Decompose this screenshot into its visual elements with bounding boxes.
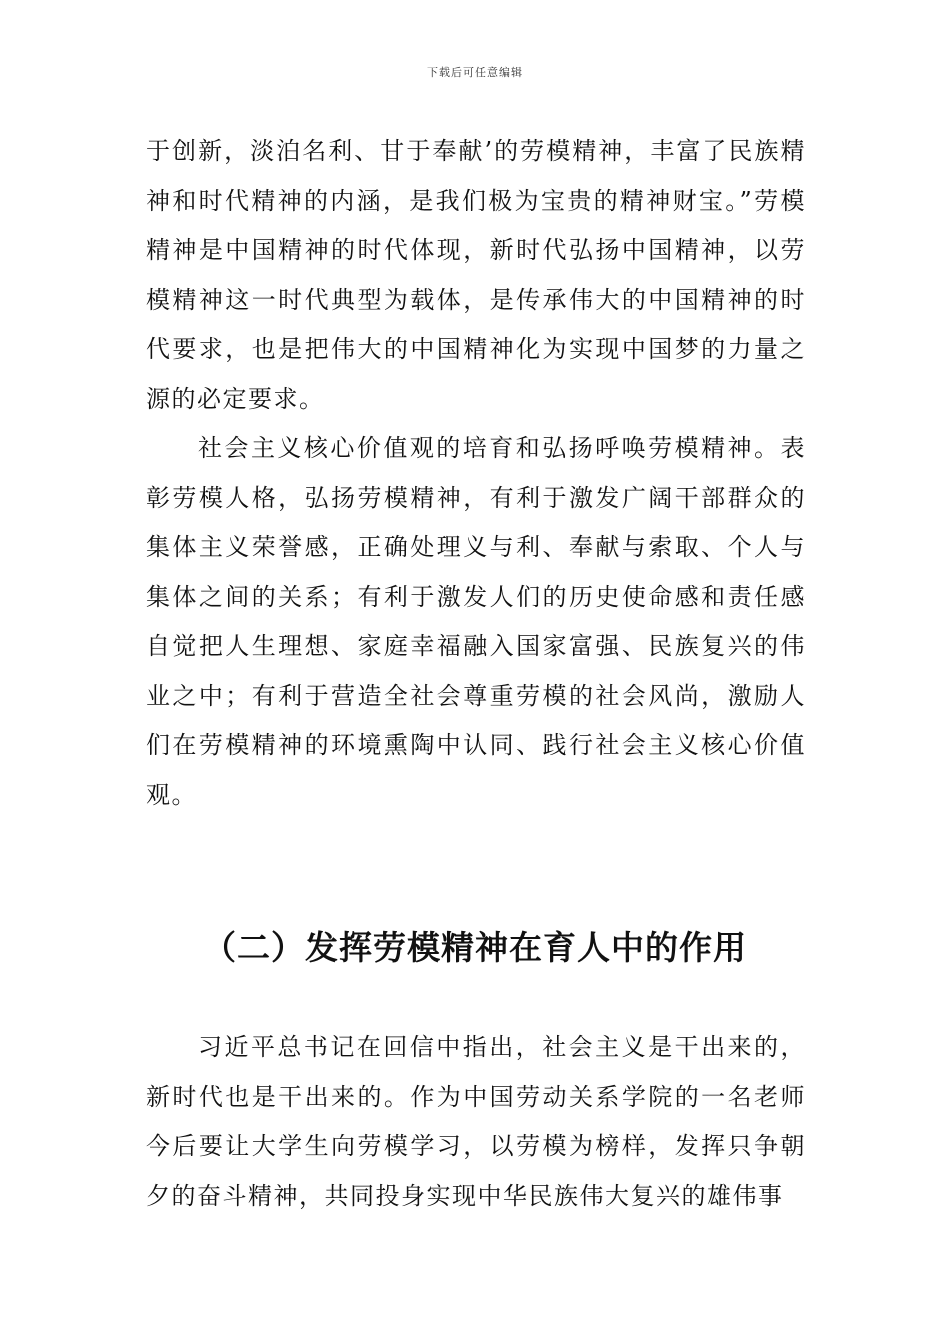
paragraph-education-role: 习近平总书记在回信中指出，社会主义是干出来的，新时代也是干出来的。作为中国劳动关系学院的一名老师今后要让大学生向劳模学习，以劳模为榜样，发挥只争朝夕的奋斗精神，共同投身实现中华民族伟大复兴的雄伟事 — [146, 1033, 806, 1210]
body-text-top — [146, 127, 806, 820]
section-heading: （二）发挥劳模精神在育人中的作用 — [203, 928, 747, 967]
body-text-bottom — [146, 1023, 806, 1221]
page-header-note: 下载后可任意编辑 — [427, 66, 523, 79]
paragraph-continuation: 于创新，淡泊名利、甘于奉献’的劳模精神，丰富了民族精神和时代精神的内涵，是我们极为宝贵的精神财宝。”劳模精神是中国精神的时代体现，新时代弘扬中国精神，以劳模精神这一时代典型为载体，是传承伟大的中国精神的时代要求，也是把伟大的中国精神化为实现中国梦的力量之源的必定要求。 — [146, 137, 806, 413]
paragraph-core-values: 社会主义核心价值观的培育和弘扬呼唤劳模精神。表彰劳模人格，弘扬劳模精神，有利于激发广阔干部群众的集体主义荣誉感，正确处理义与利、奉献与索取、个人与集体之间的关系；有利于激发人们的历史使命感和责任感自觉把人生理想、家庭幸福融入国家富强、民族复兴的伟业之中；有利于营造全社会尊重劳模的社会风尚，激励人们在劳模精神的环境熏陶中认同、践行社会主义核心价值观。 — [146, 434, 806, 809]
